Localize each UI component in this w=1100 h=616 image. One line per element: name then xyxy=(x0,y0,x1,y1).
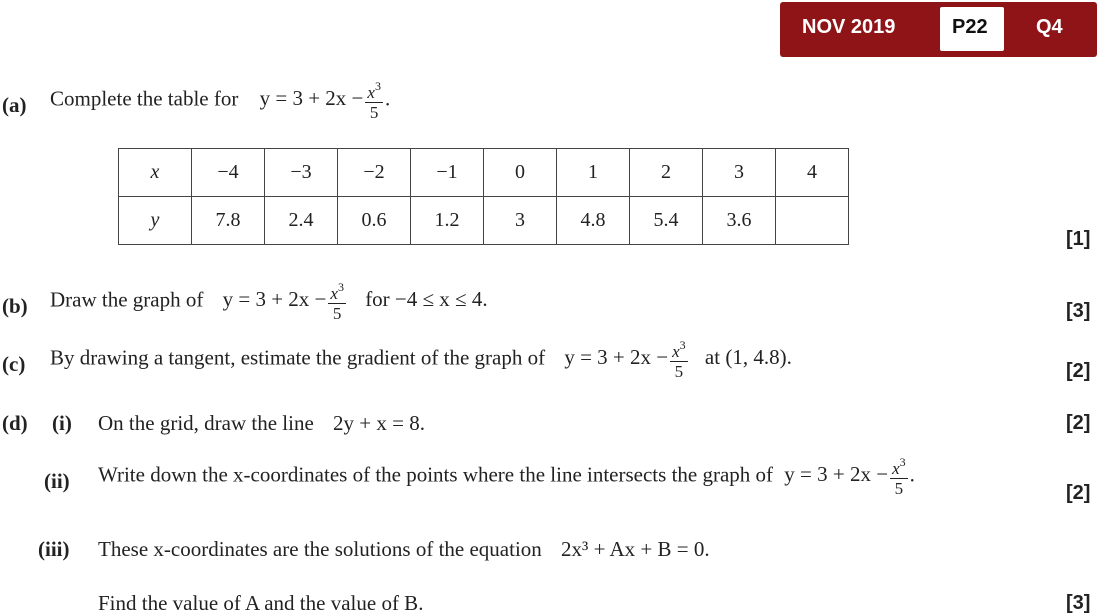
table-cell: 5.4 xyxy=(630,197,703,245)
part-c-mark: [2] xyxy=(1066,360,1091,382)
part-d-iii-question xyxy=(98,537,710,562)
part-b-text: Draw the graph of xyxy=(50,287,204,312)
part-b-equation-lhs: y = 3 + 2x − xyxy=(222,287,327,312)
question-label: Q4 xyxy=(1036,16,1063,38)
table-cell: 4.8 xyxy=(557,197,630,245)
value-table xyxy=(118,148,849,245)
table-cell: 2.4 xyxy=(265,197,338,245)
part-d-ii-question xyxy=(98,456,915,497)
table-cell: 3 xyxy=(484,197,557,245)
part-d-i-mark: [2] xyxy=(1066,412,1091,434)
table-cell: 0.6 xyxy=(338,197,411,245)
part-d-ii-label: (ii) xyxy=(44,469,70,493)
part-c-question xyxy=(50,339,792,380)
part-d-iii-text: These x-coordinates are the solutions of the equation xyxy=(98,537,542,561)
table-header-y: y xyxy=(119,197,192,245)
part-b-label: (b) xyxy=(2,294,28,318)
table-row-y xyxy=(119,197,849,245)
part-d-iii-label: (iii) xyxy=(38,537,70,561)
part-b-question xyxy=(50,281,488,322)
part-c-label: (c) xyxy=(2,352,26,376)
part-d-ii-fraction: $\frac{x^3}{5}$ xyxy=(892,455,906,498)
part-d-ii-equation-lhs: y = 3 + 2x − xyxy=(784,462,889,487)
part-d-iii-equation: 2x³ + Ax + B = 0. xyxy=(561,537,710,561)
table-cell: −1 xyxy=(411,149,484,197)
part-a-label: (a) xyxy=(2,93,27,117)
table-cell: 3 xyxy=(703,149,776,197)
table-cell: 7.8 xyxy=(192,197,265,245)
part-a-question xyxy=(50,80,390,121)
table-cell: −4 xyxy=(192,149,265,197)
table-cell: 1 xyxy=(557,149,630,197)
part-d-i-label: (i) xyxy=(52,411,72,435)
session-label: NOV 2019 xyxy=(802,16,896,38)
part-b-range: for −4 ≤ x ≤ 4. xyxy=(365,287,488,312)
part-a-text: Complete the table for xyxy=(50,86,239,111)
part-d-ii-mark: [2] xyxy=(1066,482,1091,504)
part-c-equation-lhs: y = 3 + 2x − xyxy=(564,345,669,370)
part-d-ii-end: . xyxy=(909,462,915,487)
table-cell: 2 xyxy=(630,149,703,197)
table-cell: 0 xyxy=(484,149,557,197)
part-d-label: (d) xyxy=(2,411,28,435)
part-d-iii-instruction: Find the value of A and the value of B. xyxy=(98,591,424,615)
part-d-i-equation: 2y + x = 8. xyxy=(333,411,425,435)
table-cell: 4 xyxy=(776,149,849,197)
table-cell: −2 xyxy=(338,149,411,197)
part-c-fraction: $\frac{x^3}{5}$ xyxy=(672,338,686,381)
table-cell: 1.2 xyxy=(411,197,484,245)
table-cell: 3.6 xyxy=(703,197,776,245)
part-c-point: at (1, 4.8). xyxy=(704,345,792,370)
part-a-equation-lhs: y = 3 + 2x − xyxy=(259,86,364,111)
part-a-fraction: $\frac{x^3}{5}$ xyxy=(367,79,381,122)
part-b-mark: [3] xyxy=(1066,300,1091,322)
table-cell: −3 xyxy=(265,149,338,197)
part-d-i-text: On the grid, draw the line xyxy=(98,411,314,435)
table-header-x: x xyxy=(119,149,192,197)
part-a-mark: [1] xyxy=(1066,228,1091,250)
table-cell-blank[interactable] xyxy=(776,197,849,245)
part-d-i-question xyxy=(98,411,425,436)
part-d-iii-mark: [3] xyxy=(1066,592,1091,614)
part-d-ii-text: Write down the x-coordinates of the points where the line intersects the graph of xyxy=(98,462,774,487)
table-row-x xyxy=(119,149,849,197)
paper-label: P22 xyxy=(952,16,988,38)
part-c-text: By drawing a tangent, estimate the gradient of the graph of xyxy=(50,345,546,370)
part-a-end: . xyxy=(384,86,391,111)
part-b-fraction: $\frac{x^3}{5}$ xyxy=(330,280,344,323)
